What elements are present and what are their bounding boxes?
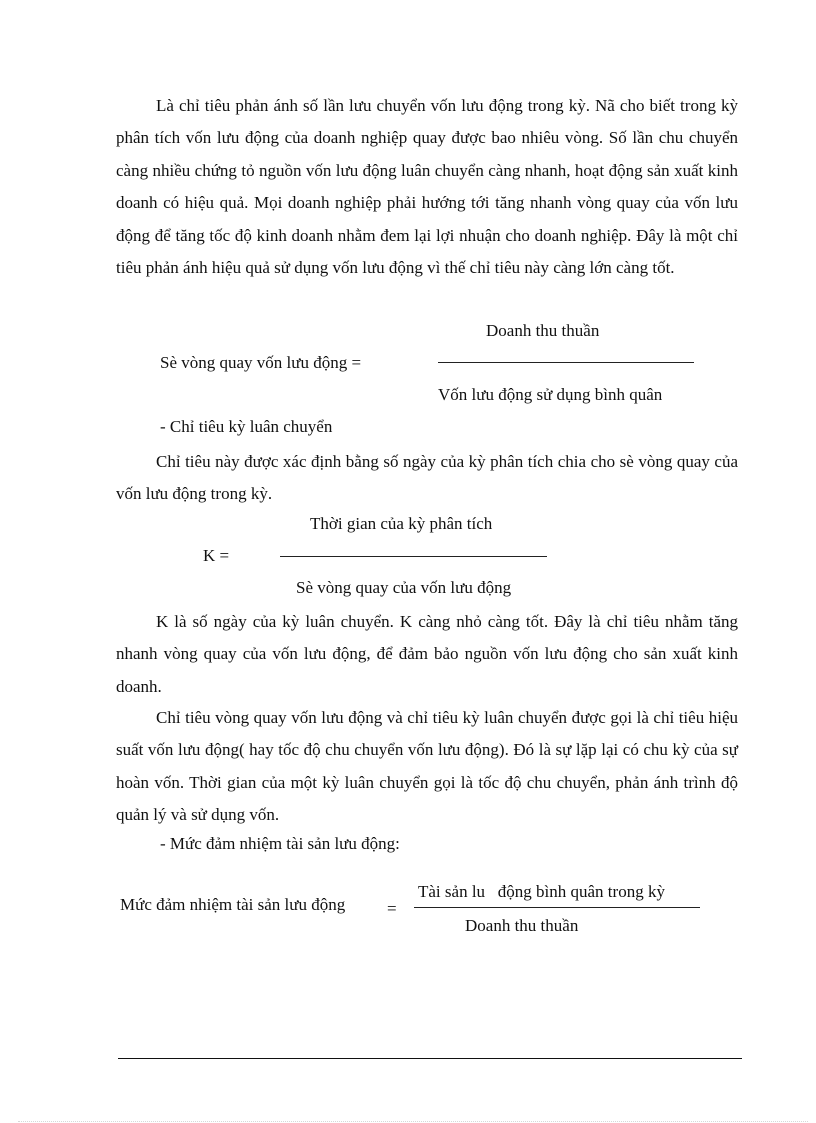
formula-ky-lhs: K = — [203, 546, 230, 565]
heading-muc-dam-nhiem: - Mức đảm nhiệm tài sản lưu động: — [160, 834, 400, 853]
formula-vong-quay-fraction-bar — [438, 362, 694, 363]
paragraph-hieu-suat: Chỉ tiêu vòng quay vốn lưu động và chỉ tiêu kỳ luân chuyển được gọi là chỉ tiêu hiệu suất vốn lưu động( hay tốc độ chu chuyển vốn lưu động). Đó là sự lặp lại có chu kỳ của sự hoàn vốn. Thời gian của một kỳ luân chuyển gọi là tốc độ chu chuyển, phản ánh trình độ quản lý và sử dụng vốn. — [116, 708, 738, 825]
formula-dam-nhiem-denominator: Doanh thu thuần — [465, 916, 579, 935]
paragraph-vong-quay-intro: Là chỉ tiêu phản ánh số lần lưu chuyển vốn lưu động trong kỳ. Nã cho biết trong kỳ phân tích vốn lưu động của doanh nghiệp quay được bao nhiêu vòng. Số lần chu chuyển càng nhiều chứng tỏ nguồn vốn lưu động luân chuyển càng nhanh, hoạt động sản xuất kinh doanh có hiệu quả. Mọi doanh nghiệp phải hướng tới tăng nhanh vòng quay của vốn lưu động để tăng tốc độ kinh doanh nhằm đem lại lợi nhuận cho doanh nghiệp. Đây là một chỉ tiêu phản ánh hiệu quả sử dụng vốn lưu động vì thế chỉ tiêu này càng lớn càng tốt. — [116, 96, 738, 278]
footer-rule — [118, 1058, 742, 1059]
paragraph-k-explain: K là số ngày của kỳ luân chuyển. K càng nhỏ càng tốt. Đây là chỉ tiêu nhằm tăng nhanh vòng quay của vốn lưu động, để đảm bảo nguồn vốn lưu động cho sản xuất kinh doanh. — [116, 612, 738, 696]
paragraph-ky-luan-chuyen: Chỉ tiêu này được xác định bằng số ngày của kỳ phân tích chia cho sè vòng quay của vốn lưu động trong kỳ. — [116, 452, 738, 504]
formula-ky-fraction-bar — [280, 556, 547, 557]
formula-ky-denominator: Sè vòng quay của vốn lưu động — [296, 578, 512, 597]
formula-dam-nhiem-fraction-bar — [414, 907, 700, 908]
formula-vong-quay-lhs: Sè vòng quay vốn lưu động = — [160, 353, 362, 372]
formula-dam-nhiem-equals: = — [387, 899, 397, 918]
formula-dam-nhiem-lhs: Mức đảm nhiệm tài sản lưu động — [120, 895, 346, 914]
formula-vong-quay-denominator: Vốn lưu động sử dụng bình quân — [438, 385, 663, 404]
page-bottom-dotted-line — [18, 1121, 808, 1122]
heading-ky-luan-chuyen: - Chỉ tiêu kỳ luân chuyển — [160, 417, 333, 436]
formula-dam-nhiem-numerator: Tài sản lu động bình quân trong kỳ — [418, 882, 665, 901]
formula-ky-numerator: Thời gian của kỳ phân tích — [310, 514, 493, 533]
formula-vong-quay-numerator: Doanh thu thuần — [486, 321, 600, 340]
